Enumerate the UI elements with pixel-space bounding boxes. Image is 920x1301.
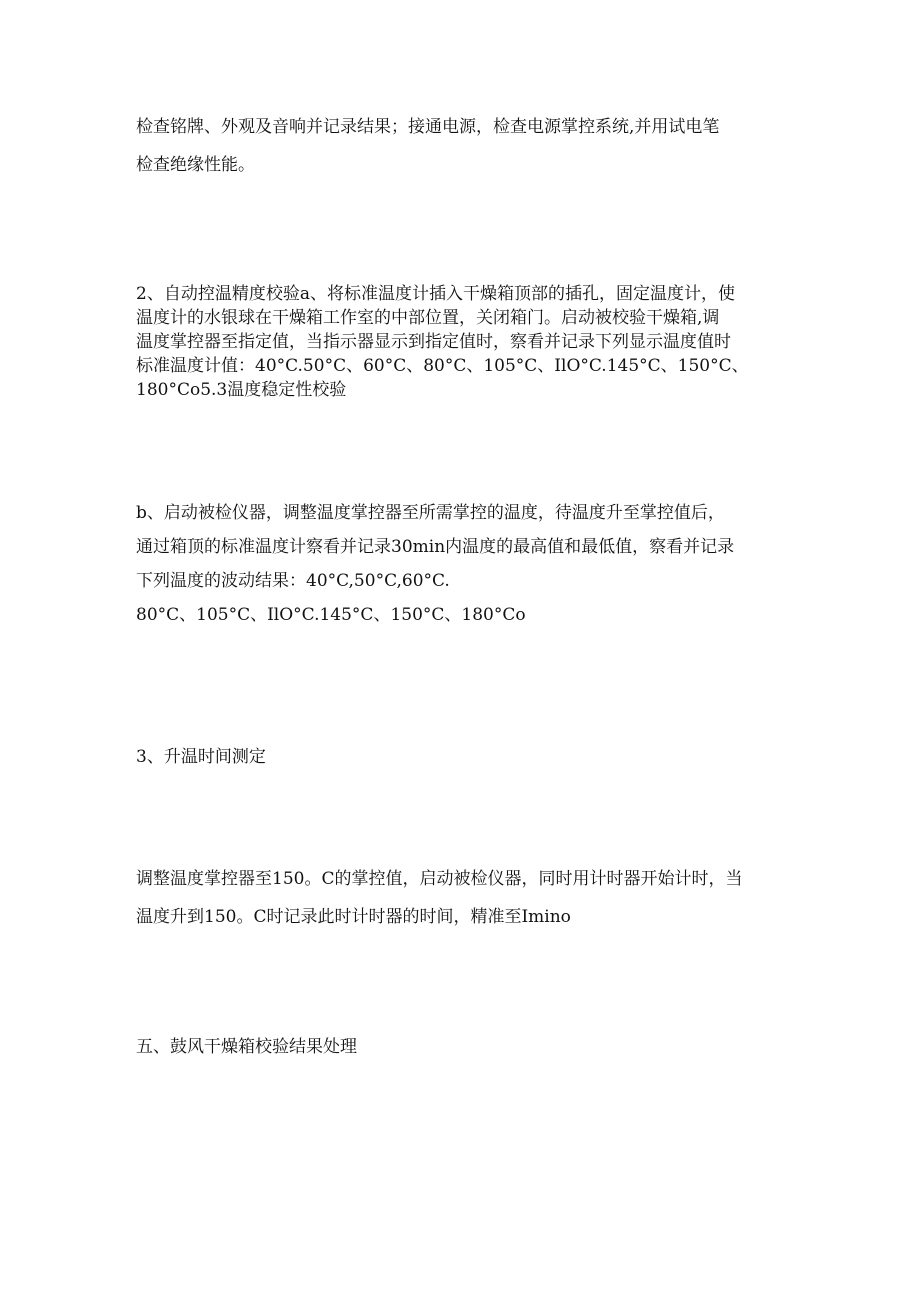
text-line: 标准温度计值：40°C.50°C、60°C、80°C、105°C、IlO°C.145°C、150°C、: [136, 356, 749, 376]
section-heading-heating-time: [136, 738, 796, 776]
text-line: 温度计的水银球在干燥箱工作室的中部位置，关闭箱门。启动被校验干燥箱,调: [136, 308, 720, 328]
paragraph-heating-time: [136, 860, 796, 936]
text-line: b、启动被检仪器，调整温度掌控器至所需掌控的温度，待温度升至掌控值后，: [136, 503, 725, 523]
text-line: 检查绝缘性能。: [136, 155, 255, 175]
text-line: 下列温度的波动结果：40°C,50°C,60°C.: [136, 571, 450, 591]
paragraph-inspection: [136, 108, 796, 184]
text-line: 通过箱顶的标准温度计察看并记录30min内温度的最高值和最低值，察看并记录: [136, 537, 735, 557]
section-heading: 3、升温时间测定: [136, 747, 266, 767]
text-line: 2、自动控温精度校验a、将标准温度计插入干燥箱顶部的插孔，固定温度计，使: [136, 284, 735, 304]
text-line: 温度掌控器至指定值，当指示器显示到指定值时，察看并记录下列显示温度值时: [136, 332, 731, 352]
paragraph-temp-stability: [136, 496, 796, 632]
section-heading: 五、鼓风干燥箱校验结果处理: [136, 1037, 357, 1057]
section-heading-results: [136, 1028, 796, 1066]
text-line: 80°C、105°C、IlO°C.145°C、150°C、180°Co: [136, 605, 526, 625]
paragraph-auto-temp-accuracy: [136, 282, 796, 402]
text-line: 温度升到150。C时记录此时计时器的时间，精准至Imino: [136, 907, 571, 927]
text-line: 调整温度掌控器至150。C的掌控值，启动被检仪器，同时用计时器开始计时，当: [136, 869, 743, 889]
text-line: 180°Co5.3温度稳定性校验: [136, 380, 347, 400]
text-line: 检查铭牌、外观及音响并记录结果；接通电源，检查电源掌控系统,并用试电笔: [136, 117, 720, 137]
